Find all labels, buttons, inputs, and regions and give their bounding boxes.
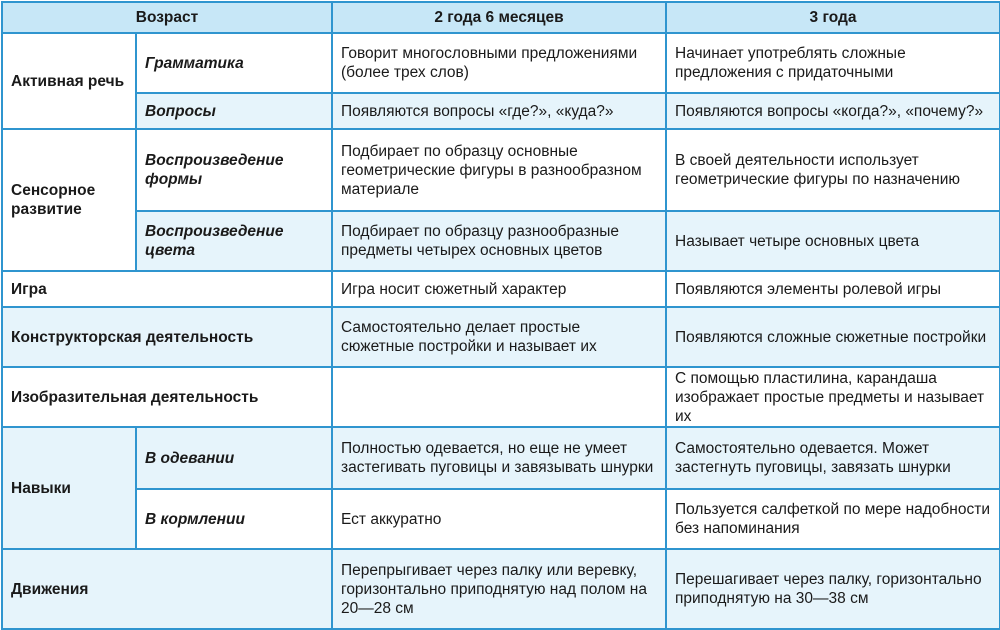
header-row [2,2,1000,33]
cell-movement-3y: Перешагивает через палку, горизонтально приподнятую на 30—38 см [666,549,1000,629]
development-table [1,1,1000,630]
table-row [2,129,1000,211]
cell-color-3y: Называет четыре основных цвета [666,211,1000,271]
table-row [2,427,1000,489]
table-row [2,33,1000,93]
cell-play-3y: Появляются элементы ролевой игры [666,271,1000,307]
cell-grammar-2y6m: Говорит многословными предложениями (более трех слов) [332,33,666,93]
cell-feeding-3y: Пользуется салфеткой по мере надобности без напоминания [666,489,1000,549]
subcategory-dressing: В одевании [136,427,332,489]
cell-dressing-3y: Самостоятельно одевается. Может застегнуть пуговицы, завязать шнурки [666,427,1000,489]
cell-movement-2y6m: Перепрыгивает через палку или веревку, горизонтально приподнятую над полом на 20—28 см [332,549,666,629]
cell-construct-2y6m: Самостоятельно делает простые сюжетные постройки и называет их [332,307,666,367]
category-play: Игра [2,271,332,307]
cell-art-2y6m [332,367,666,427]
table-row [2,271,1000,307]
category-movement: Движения [2,549,332,629]
table-row [2,93,1000,129]
cell-art-3y: С помощью пластилина, карандаша изображает простые предметы и называет их [666,367,1000,427]
table-row [2,549,1000,629]
table-row [2,367,1000,427]
category-construct: Конструкторская деятельность [2,307,332,367]
cell-form-2y6m: Подбирает по образцу основные геометрические фигуры в разнообразном материале [332,129,666,211]
cell-grammar-3y: Начинает употреблять сложные предложения с придаточными [666,33,1000,93]
table-row [2,211,1000,271]
cell-questions-2y6m: Появляются вопросы «где?», «куда?» [332,93,666,129]
cell-dressing-2y6m: Полностью одевается, но еще не умеет застегивать пуговицы и завязывать шнурки [332,427,666,489]
subcategory-color: Воспроизведение цвета [136,211,332,271]
category-active-speech: Активная речь [2,33,136,129]
header-col-3y: 3 года [666,2,1000,33]
cell-form-3y: В своей деятельности использует геометрические фигуры по назначению [666,129,1000,211]
cell-questions-3y: Появляются вопросы «когда?», «почему?» [666,93,1000,129]
subcategory-grammar: Грамматика [136,33,332,93]
subcategory-form: Воспроизведение формы [136,129,332,211]
table-row [2,489,1000,549]
cell-play-2y6m: Игра носит сюжетный характер [332,271,666,307]
header-age: Возраст [2,2,332,33]
subcategory-questions: Вопросы [136,93,332,129]
category-art: Изобразительная деятельность [2,367,332,427]
subcategory-feeding: В кормлении [136,489,332,549]
category-skills: Навыки [2,427,136,549]
table-row [2,307,1000,367]
cell-construct-3y: Появляются сложные сюжетные постройки [666,307,1000,367]
header-col-2y6m: 2 года 6 месяцев [332,2,666,33]
cell-feeding-2y6m: Ест аккуратно [332,489,666,549]
cell-color-2y6m: Подбирает по образцу разнообразные предметы четырех основных цветов [332,211,666,271]
category-sensory: Сенсорное развитие [2,129,136,271]
